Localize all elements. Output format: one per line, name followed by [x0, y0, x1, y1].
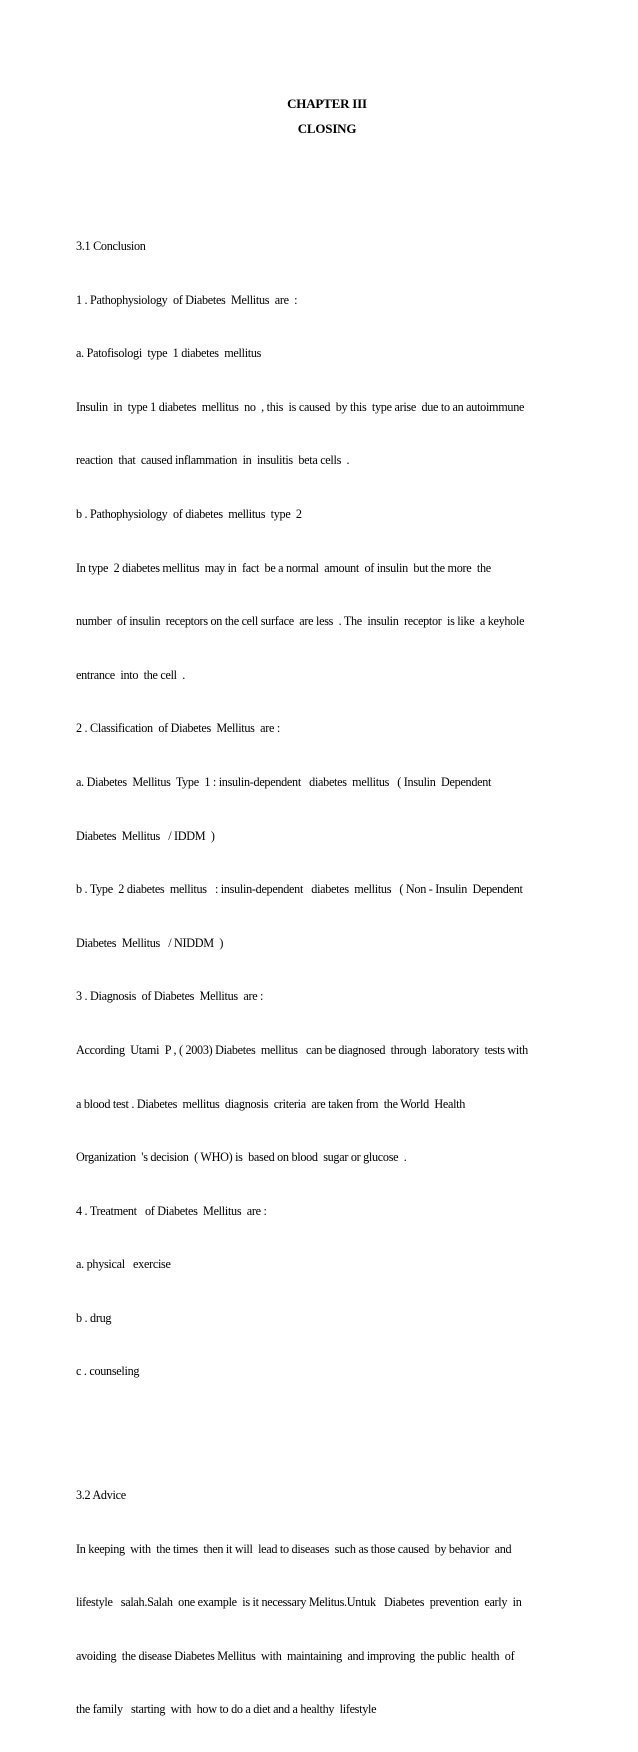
paragraph-line: 2 . Classification of Diabetes Mellitus are :: [76, 721, 280, 736]
paragraph-line: reaction that caused inflammation in insulitis beta cells .: [76, 453, 350, 468]
chapter-title: CLOSING: [297, 121, 357, 136]
paragraph-line: c . counseling: [76, 1364, 140, 1379]
paragraph-line: avoiding the disease Diabetes Mellitus with maintaining and improving the public health of: [76, 1648, 515, 1663]
paragraph-line: a. Diabetes Mellitus Type 1 : insulin-dependent diabetes mellitus ( Insulin Dependent: [76, 774, 492, 789]
paragraph-line: Diabetes Mellitus / IDDM ): [76, 828, 215, 843]
paragraph-line: number of insulin receptors on the cell surface are less . The insulin receptor is like a keyhole: [76, 614, 525, 629]
paragraph-line: In keeping with the times then it will lead to diseases such as those caused by behavior and: [76, 1541, 512, 1556]
paragraph-line: Diabetes Mellitus / NIDDM ): [76, 935, 224, 950]
paragraph-line: In type 2 diabetes mellitus may in fact be a normal amount of insulin but the more the: [76, 560, 491, 575]
paragraph-line: a. Patofisologi type 1 diabetes mellitus: [76, 346, 262, 361]
paragraph-line: b . drug: [76, 1310, 112, 1325]
paragraph-line: entrance into the cell .: [76, 667, 185, 682]
chapter-heading: CHAPTER III: [287, 96, 367, 111]
paragraph-line: a blood test . Diabetes mellitus diagnosis criteria are taken from the World Health: [76, 1096, 466, 1111]
section-heading-conclusion: 3.1 Conclusion: [76, 239, 146, 253]
paragraph-line: a. physical exercise: [76, 1257, 171, 1272]
body-text: [76, 205, 576, 1752]
section-spacer: [76, 1414, 576, 1454]
paragraph-line: 1 . Pathophysiology of Diabetes Mellitus are :: [76, 292, 298, 307]
paragraph-line: b . Pathophysiology of diabetes mellitus type 2: [76, 506, 302, 521]
paragraph-line: Organization 's decision ( WHO) is based on blood sugar or glucose .: [76, 1150, 407, 1165]
paragraph-line: lifestyle salah.Salah one example is it necessary Melitus.Untuk Diabetes prevention early in: [76, 1595, 522, 1610]
paragraph-line: the family starting with how to do a diet and a healthy lifestyle: [76, 1702, 377, 1717]
paragraph-line: 4 . Treatment of Diabetes Mellitus are :: [76, 1203, 267, 1218]
paragraph-line: b . Type 2 diabetes mellitus : insulin-dependent diabetes mellitus ( Non - Insulin Dependent: [76, 882, 523, 897]
paragraph-line: According Utami P , ( 2003) Diabetes mellitus can be diagnosed through laboratory tests with: [76, 1042, 528, 1057]
section-heading-advice: 3.2 Advice: [76, 1488, 126, 1503]
paragraph-line: 3 . Diagnosis of Diabetes Mellitus are :: [76, 989, 264, 1004]
paragraph-line: Insulin in type 1 diabetes mellitus no , this is caused by this type arise due to an autoimmune: [76, 399, 525, 414]
